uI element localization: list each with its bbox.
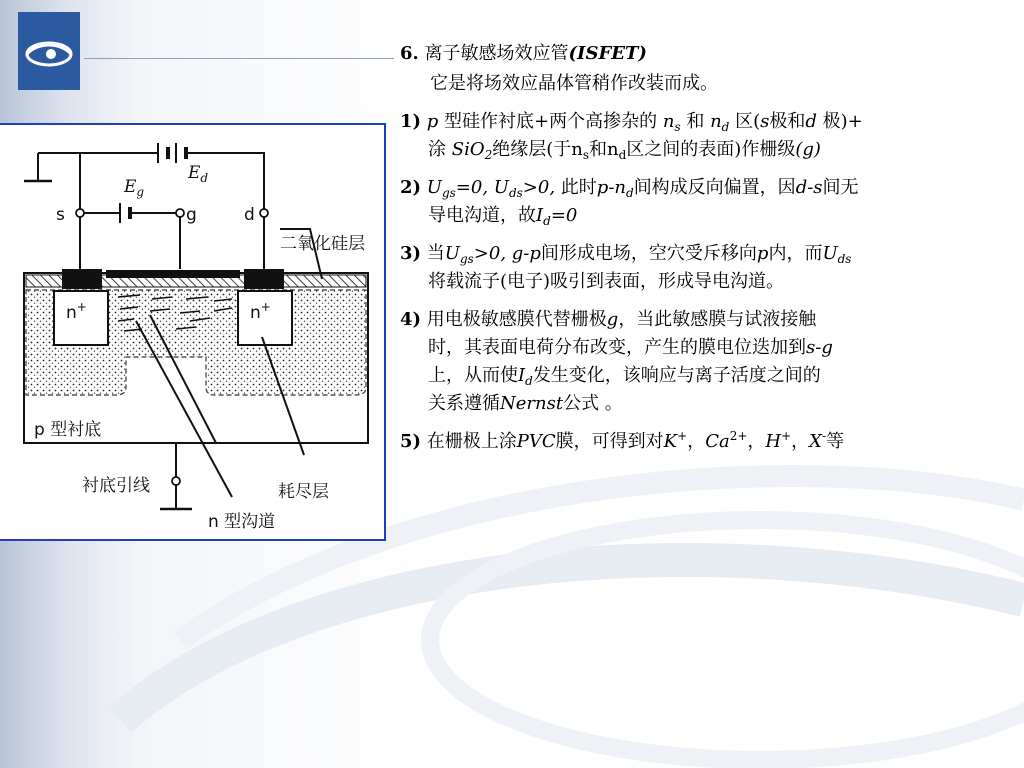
eye-logo-icon (18, 12, 80, 90)
label-n-plus-right: n+ (250, 300, 271, 323)
logo (18, 12, 80, 90)
point-1: 1) p 型硅作衬底+两个高掺杂的 $n_s$ 和 $n_d$ 区(s极和d 极)+ 涂 SiO$_2$绝缘层(于$n_s$和$n_d$区之间的表面)作栅级(g) (400, 111, 863, 162)
label-depletion: 耗尽层 (278, 482, 329, 502)
label-n-channel: n 型沟道 (208, 512, 276, 532)
point-2: 2) $U_{gs}=0$, $U_{ds}>0$, 此时$p-n_d$间构成反向偏置，因d-s间无 导电沟道，故$I_d=0$ (400, 177, 859, 228)
point-5: 5) 在栅极上涂PVC膜，可得到对K+，$Ca^{2+}$，H+，X-等 (400, 429, 845, 452)
label-oxide: 二氧化硅层 (280, 234, 365, 254)
intro-text: 它是将场效应晶体管稍作改装而成。 (430, 73, 718, 94)
label-s: s (56, 205, 65, 225)
slide-content (400, 40, 1006, 456)
label-ed: $E_d$ (188, 163, 209, 185)
label-substrate: p 型衬底 (34, 420, 102, 440)
point-4: 4) 用电极敏感膜代替栅极g，当此敏感膜与试液接触 时，其表面电荷分布改变，产生的膜电位迭加到s-g 上，从而使$I_d$发生变化，该响应与离子活度之间的 关系遵循Nernst公式 。 (400, 309, 833, 414)
label-d: d (244, 205, 255, 225)
isfet-diagram (0, 123, 386, 541)
header-rule (84, 58, 394, 59)
drain-contact (244, 269, 284, 289)
label-eg: $E_g$ (124, 177, 145, 199)
label-g: g (186, 205, 197, 225)
source-contact (62, 269, 102, 289)
label-substrate-lead: 衬底引线 (82, 476, 150, 496)
section-title: 6. 离子敏感场效应管(ISFET) (400, 43, 647, 64)
gate-film (106, 270, 240, 278)
label-n-plus-left: n+ (66, 300, 87, 323)
point-3: 3) 当$U_{gs}>0$, g-p间形成电场，空穴受斥移向p内，而$U_{ds}$ 将载流子(电子)吸引到表面，形成导电沟道。 (400, 243, 852, 292)
